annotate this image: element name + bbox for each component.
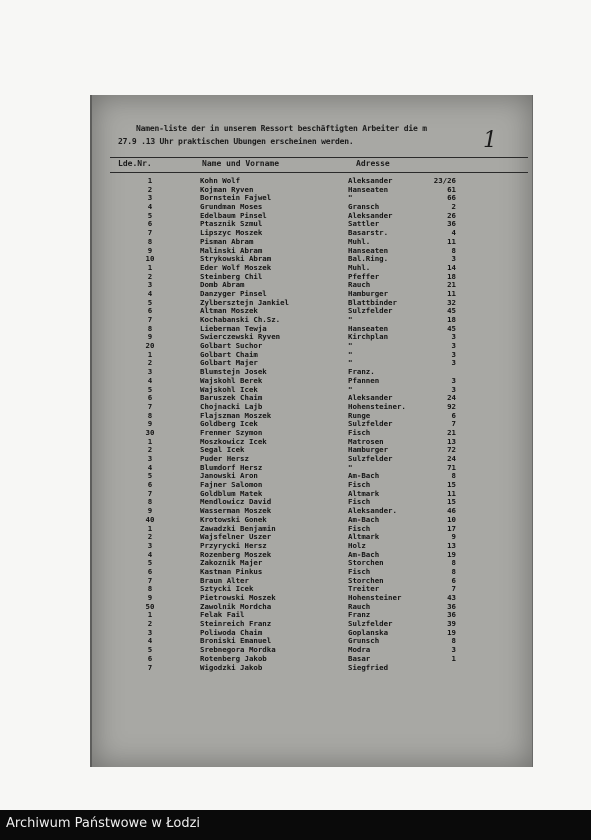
street-address: Pfannen [348,375,380,385]
table-row [92,516,532,525]
row-number: 5 [147,210,153,220]
row-number: 3 [147,454,153,463]
table-row [92,255,532,264]
person-name: Goldberg Icek [200,419,258,429]
row-number: 7 [147,488,153,498]
street-address: Rauch [348,601,371,611]
row-number: 3 [147,540,153,550]
street-address: " [348,358,353,368]
street-address: Aleksander [348,176,393,185]
house-number: 17 [447,523,456,533]
house-number: 8 [451,471,456,481]
street-address: Am-Bach [348,471,380,481]
table-row [92,664,532,673]
street-address: Grunsch [348,636,380,646]
title-line-2: 27.9 .13 Uhr praktischen Ubungen erscheinen werden. [118,137,354,146]
table-row [92,203,532,212]
street-address: Fisch [348,480,371,490]
row-number: 5 [147,297,153,307]
table-row [92,446,532,455]
house-number: 8 [451,636,456,646]
row-number: 3 [147,193,153,203]
street-address: Am-Bach [348,549,380,559]
house-number: 3 [451,375,456,385]
row-number: 6 [147,566,153,576]
row-number: 8 [147,584,153,594]
person-name: Kojman Ryven [200,184,254,194]
table-row [92,420,532,429]
table-row [92,386,532,395]
street-address: Runge [348,410,371,420]
house-number: 7 [451,584,456,594]
house-number: 21 [447,280,456,290]
table-row [92,551,532,560]
street-address: Goplanska [348,627,389,637]
table-row [92,559,532,568]
table-row [92,542,532,551]
street-address: Basar [348,653,371,663]
row-number: 4 [147,288,153,298]
row-number: 1 [147,349,153,359]
row-number: 5 [147,645,153,655]
house-number: 7 [451,419,456,429]
row-number: 6 [147,393,153,403]
street-address: Altmark [348,488,380,498]
person-name: Blumdorf Hersz [200,462,263,472]
row-number: 4 [147,549,153,559]
table-row [92,525,532,534]
person-name: Edelbaum Pinsel [200,210,267,220]
table-row [92,351,532,360]
street-address: Pfeffer [348,271,380,281]
house-number: 11 [447,488,456,498]
house-number: 9 [451,532,456,542]
house-number: 4 [451,228,456,238]
person-name: Kastman Pinkus [200,566,263,576]
person-name: Zylbersztejn Jankiel [200,297,289,307]
row-number: 9 [147,593,153,602]
street-address: Hanseaten [348,245,389,255]
person-name: Ptasznik Szmul [200,219,263,229]
house-number: 36 [447,610,456,620]
header-rule-top [110,157,528,158]
person-name: Goldblum Matek [200,488,263,498]
table-row [92,455,532,464]
house-number: 3 [451,349,456,359]
row-number: 5 [147,471,153,481]
row-number: 2 [147,445,153,455]
row-number: 9 [147,245,153,255]
house-number: 18 [447,315,456,324]
name-list [92,177,532,672]
house-number: 23/26 [433,176,456,185]
row-number: 2 [147,271,153,281]
table-row [92,577,532,586]
person-name: Frenmer Szymon [200,427,263,437]
house-number: 8 [451,566,456,576]
street-address: Basarstr. [348,228,389,238]
street-address: " [348,384,353,394]
table-row [92,316,532,325]
row-number: 5 [147,558,153,568]
person-name: Srebnegora Mordka [200,645,276,655]
street-address: Bal.Ring. [348,254,389,264]
row-number: 6 [147,219,153,229]
header-nr: Lde.Nr. [118,159,152,168]
person-name: Steinreich Franz [200,619,272,629]
row-number: 1 [147,610,153,620]
person-name: Pietrowski Moszek [200,593,276,602]
table-row [92,585,532,594]
row-number: 5 [147,384,153,394]
house-number: 71 [447,462,456,472]
row-number: 6 [147,480,153,490]
house-number: 10 [447,514,456,524]
row-number: 1 [147,436,153,446]
table-row [92,238,532,247]
header-rule-bottom [110,172,528,173]
person-name: Kohn Wolf [200,176,241,185]
street-address: " [348,193,353,203]
street-address: Franz [348,610,371,620]
street-address: Altmark [348,532,380,542]
street-address: Muhl. [348,262,371,272]
row-number: 3 [147,627,153,637]
table-row [92,333,532,342]
row-number: 50 [145,601,155,611]
street-address: " [348,462,353,472]
row-number: 3 [147,280,153,290]
table-row [92,507,532,516]
person-name: Swierczewski Ryven [200,332,281,342]
person-name: Sztycki Icek [200,584,254,594]
house-number: 45 [447,306,456,316]
person-name: Lieberman Tewja [200,323,267,333]
person-name: Zawolnik Mordcha [200,601,272,611]
street-address: Kirchplan [348,332,389,342]
table-row [92,264,532,273]
table-row [92,403,532,412]
street-address: Am-Bach [348,514,380,524]
house-number: 36 [447,601,456,611]
street-address: Muhl. [348,236,371,246]
street-address: Fisch [348,427,371,437]
page-number: 1 [483,128,497,153]
table-row [92,229,532,238]
row-number: 3 [147,367,153,377]
house-number: 8 [451,558,456,568]
document-title [118,122,526,146]
table-row [92,412,532,421]
house-number: 72 [447,445,456,455]
street-address: Siegfried [348,662,389,672]
table-row [92,594,532,603]
street-address: Hamburger [348,288,389,298]
table-row [92,299,532,308]
row-number: 9 [147,506,153,516]
table-row [92,464,532,473]
house-number: 21 [447,427,456,437]
street-address: Hamburger [348,445,389,455]
street-address: Hohensteiner. [348,401,406,411]
person-name: Wasserman Moszek [200,506,272,516]
person-name: Moszkowicz Icek [200,436,267,446]
street-address: Sulzfelder [348,454,393,463]
house-number: 6 [451,410,456,420]
person-name: Kochabanski Ch.Sz. [200,315,281,324]
street-address: Gransch [348,202,380,212]
street-address: Fisch [348,497,371,507]
person-name: Wigodzki Jakob [200,662,263,672]
house-number: 8 [451,245,456,255]
house-number: 61 [447,184,456,194]
table-row [92,568,532,577]
house-number: 32 [447,297,456,307]
row-number: 4 [147,636,153,646]
archive-footer [0,810,591,840]
street-address: Fisch [348,566,371,576]
row-number: 8 [147,323,153,333]
row-number: 30 [145,427,155,437]
row-number: 7 [147,228,153,238]
house-number: 6 [451,575,456,585]
street-address: Sulzfelder [348,419,393,429]
person-name: Segal Icek [200,445,245,455]
house-number: 24 [447,393,456,403]
street-address: Matrosen [348,436,384,446]
house-number: 1 [451,653,456,663]
street-address: Modra [348,645,371,655]
street-address: Sulzfelder [348,619,393,629]
house-number: 15 [447,480,456,490]
person-name: Krotowski Gonek [200,514,267,524]
person-name: Lipszyc Moszek [200,228,263,238]
table-row [92,533,532,542]
person-name: Wajskohl Berek [200,375,263,385]
row-number: 1 [147,262,153,272]
house-number: 26 [447,210,456,220]
person-name: Blumstejn Josek [200,367,267,377]
house-number: 2 [451,202,456,212]
row-number: 2 [147,358,153,368]
person-name: Fajner Salomon [200,480,263,490]
table-header [92,159,532,171]
row-number: 8 [147,497,153,507]
person-name: Broniski Emanuel [200,636,272,646]
house-number: 46 [447,506,456,516]
person-name: Pisman Abram [200,236,254,246]
table-row [92,620,532,629]
row-number: 2 [147,184,153,194]
table-row [92,646,532,655]
row-number: 6 [147,653,153,663]
house-number: 3 [451,341,456,351]
person-name: Golbart Chaim [200,349,258,359]
table-row [92,377,532,386]
house-number: 3 [451,384,456,394]
table-row [92,637,532,646]
table-row [92,186,532,195]
table-row [92,481,532,490]
person-name: Rozenberg Moszek [200,549,272,559]
table-row [92,342,532,351]
street-address: Sulzfelder [348,306,393,316]
row-number: 2 [147,532,153,542]
house-number: 18 [447,271,456,281]
house-number: 66 [447,193,456,203]
street-address: " [348,341,353,351]
row-number: 4 [147,462,153,472]
row-number: 10 [145,254,155,264]
street-address: " [348,349,353,359]
table-row [92,177,532,186]
person-name: Altman Moszek [200,306,258,316]
row-number: 1 [147,176,153,185]
row-number: 4 [147,202,153,212]
row-number: 7 [147,315,153,324]
house-number: 3 [451,358,456,368]
title-line-1: Namen-liste der in unserem Ressort beschäftigten Arbeiter die m [136,124,427,133]
street-address: Hanseaten [348,323,389,333]
house-number: 43 [447,593,456,602]
house-number: 11 [447,288,456,298]
row-number: 4 [147,375,153,385]
person-name: Steinberg Chil [200,271,263,281]
table-row [92,490,532,499]
table-row [92,212,532,221]
person-name: Zakoznik Majer [200,558,263,568]
table-row [92,290,532,299]
table-row [92,273,532,282]
table-row [92,603,532,612]
street-address: Holz [348,540,366,550]
house-number: 39 [447,619,456,629]
person-name: Mendlowicz David [200,497,272,507]
table-row [92,629,532,638]
row-number: 8 [147,236,153,246]
street-address: Treiter [348,584,380,594]
street-address: Hanseaten [348,184,389,194]
house-number: 15 [447,497,456,507]
person-name: Braun Alter [200,575,249,585]
table-row [92,394,532,403]
person-name: Przyrycki Hersz [200,540,267,550]
header-address: Adresse [356,159,390,168]
person-name: Janowski Aron [200,471,258,481]
person-name: Rotenberg Jakob [200,653,267,663]
table-row [92,429,532,438]
house-number: 11 [447,236,456,246]
street-address: Hohensteiner [348,593,402,602]
table-row [92,247,532,256]
row-number: 7 [147,575,153,585]
street-address: Storchen [348,558,384,568]
house-number: 13 [447,436,456,446]
person-name: Chojnacki Lajb [200,401,263,411]
table-row [92,281,532,290]
row-number: 2 [147,619,153,629]
person-name: Eder Wolf Moszek [200,262,272,272]
house-number: 19 [447,627,456,637]
person-name: Felak Fail [200,610,245,620]
house-number: 3 [451,332,456,342]
person-name: Puder Hersz [200,454,249,463]
table-row [92,220,532,229]
table-row [92,368,532,377]
person-name: Poliwoda Chaim [200,627,263,637]
table-row [92,655,532,664]
person-name: Zawadzki Benjamin [200,523,276,533]
person-name: Wajsfelner Uszer [200,532,272,542]
row-number: 7 [147,401,153,411]
document-sheet [90,95,533,767]
person-name: Bornstein Fajwel [200,193,272,203]
row-number: 9 [147,419,153,429]
table-row [92,359,532,368]
street-address: Franz. [348,367,375,377]
header-name: Name und Vorname [202,159,280,168]
person-name: Golbart Majer [200,358,258,368]
row-number: 40 [145,514,155,524]
house-number: 92 [447,401,456,411]
house-number: 3 [451,254,456,264]
person-name: Wajskohl Icek [200,384,258,394]
house-number: 45 [447,323,456,333]
row-number: 1 [147,523,153,533]
row-number: 20 [145,341,155,351]
person-name: Strykowski Abram [200,254,272,264]
table-row [92,194,532,203]
street-address: Rauch [348,280,371,290]
person-name: Malinski Abram [200,245,263,255]
person-name: Golbart Suchor [200,341,263,351]
house-number: 24 [447,454,456,463]
row-number: 6 [147,306,153,316]
table-row [92,498,532,507]
table-row [92,325,532,334]
row-number: 8 [147,410,153,420]
table-row [92,438,532,447]
person-name: Domb Abram [200,280,245,290]
row-number: 9 [147,332,153,342]
table-row [92,307,532,316]
table-row [92,611,532,620]
street-address: Aleksander [348,393,393,403]
house-number: 14 [447,262,456,272]
person-name: Baruszek Chaim [200,393,263,403]
street-address: Blattbinder [348,297,397,307]
street-address: Fisch [348,523,371,533]
street-address: Aleksander [348,210,393,220]
street-address: Storchen [348,575,384,585]
house-number: 13 [447,540,456,550]
person-name: Grundman Moses [200,202,263,212]
row-number: 7 [147,662,153,672]
street-address: Aleksander. [348,506,397,516]
house-number: 3 [451,645,456,655]
house-number: 36 [447,219,456,229]
person-name: Flajszman Moszek [200,410,272,420]
street-address: Sattler [348,219,380,229]
street-address: " [348,315,353,324]
table-row [92,472,532,481]
house-number: 19 [447,549,456,559]
archive-label: Archiwum Państwowe w Łodzi [6,816,201,831]
person-name: Danzyger Pinsel [200,288,267,298]
